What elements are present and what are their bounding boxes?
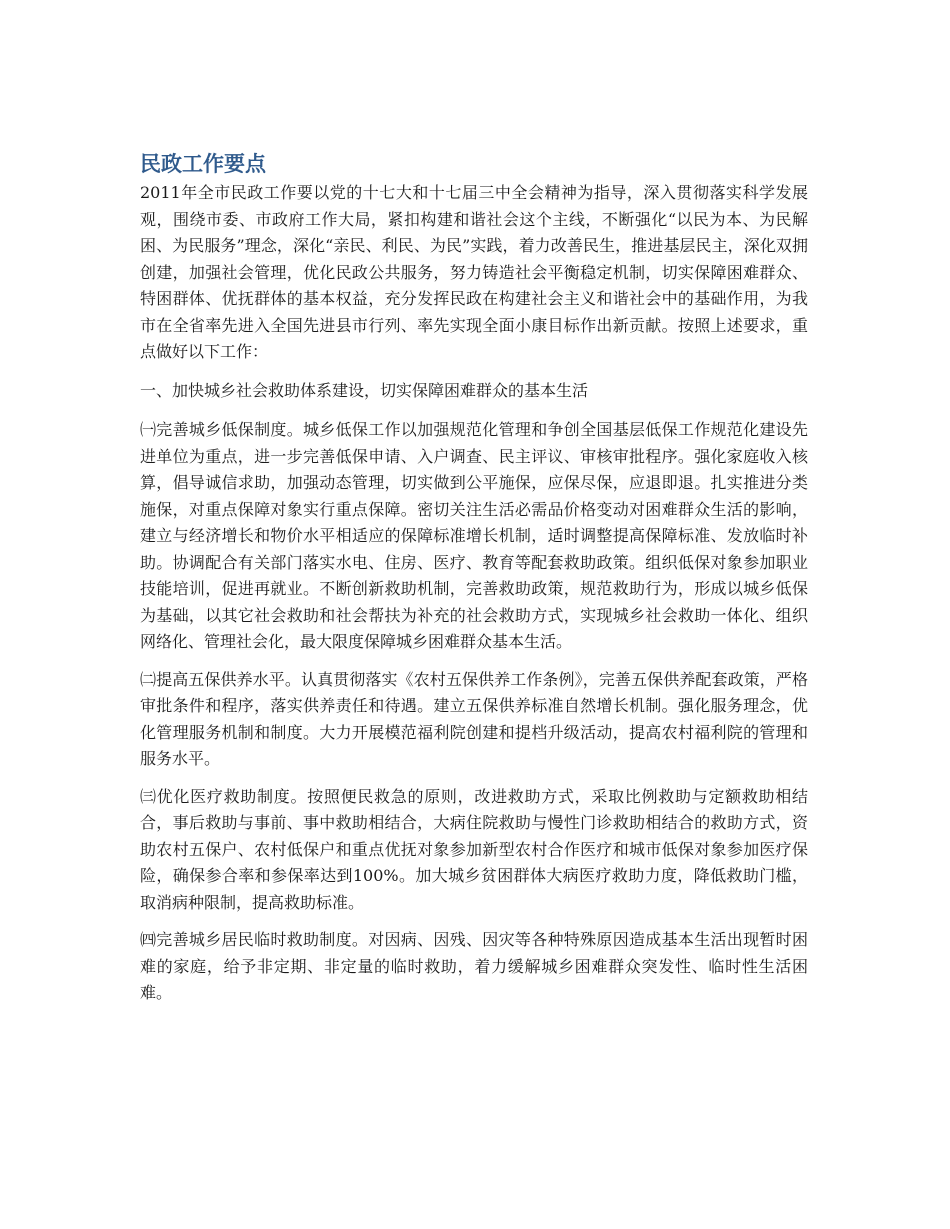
document-title: 民政工作要点 bbox=[140, 152, 266, 176]
item-3-paragraph: ㈢优化医疗救助制度。按照便民救急的原则，改进救助方式，采取比例救助与定额救助相结合，事后救助与事前、事中救助相结合，大病住院救助与慢性门诊救助相结合的救助方式，资助农村五保户、农村低保户和重点优抚对象参加新型农村合作医疗和城市低保对象参加医疗保险，确保参合率和参保率达到100%。加大城乡贫困群体大病医疗救助力度，降低救助门槛，取消病种限制，提高救助标准。 bbox=[140, 786, 808, 912]
item-2-paragraph: ㈡提高五保供养水平。认真贯彻落实《农村五保供养工作条例》，完善五保供养配套政策，严格审批条件和程序，落实供养责任和待遇。建立五保供养标准自然增长机制。强化服务理念，优化管理服务机制和制度。大力开展模范福利院创建和提档升级活动，提高农村福利院的管理和服务水平。 bbox=[140, 669, 808, 768]
item-1-paragraph: ㈠完善城乡低保制度。城乡低保工作以加强规范化管理和争创全国基层低保工作规范化建设先进单位为重点，进一步完善低保申请、入户调查、民主评议、审核审批程序。强化家庭收入核算，倡导诚信求助，加强动态管理，切实做到公平施保，应保尽保，应退即退。扎实推进分类施保，对重点保障对象实行重点保障。密切关注生活必需品价格变动对困难群众生活的影响，建立与经济增长和物价水平相适应的保障标准增长机制，适时调整提高保障标准、发放临时补助。协调配合有关部门落实水电、住房、医疗、教育等配套救助政策。组织低保对象参加职业技能培训，促进再就业。不断创新救助机制，完善救助政策，规范救助行为，形成以城乡低保为基础，以其它社会救助和社会帮扶为补充的社会救助方式，实现城乡社会救助一体化、组织网络化、管理社会化，最大限度保障城乡困难群众基本生活。 bbox=[140, 420, 808, 651]
section-heading: 一、加快城乡社会救助体系建设，切实保障困难群众的基本生活 bbox=[140, 380, 589, 400]
item-4-paragraph: ㈣完善城乡居民临时救助制度。对因病、因残、因灾等各种特殊原因造成基本生活出现暂时困难的家庭，给予非定期、非定量的临时救助，着力缓解城乡困难群众突发性、临时性生活困难。 bbox=[140, 930, 808, 1002]
document-page bbox=[140, 150, 808, 1018]
intro-paragraph: 2011年全市民政工作要以党的十七大和十七届三中全会精神为指导，深入贯彻落实科学发展观，围绕市委、市政府工作大局，紧扣构建和谐社会这个主线，不断强化“以民为本、为民解困、为民服务”理念，深化“亲民、利民、为民”实践，着力改善民生，推进基层民主，深化双拥创建，加强社会管理，优化民政公共服务，努力铸造社会平衡稳定机制，切实保障困难群众、特困群体、优抚群体的基本权益，充分发挥民政在构建社会主义和谐社会中的基础作用，为我市在全省率先进入全国先进县市行列、率先实现全面小康目标作出新贡献。按照上述要求，重点做好以下工作： bbox=[140, 183, 808, 361]
